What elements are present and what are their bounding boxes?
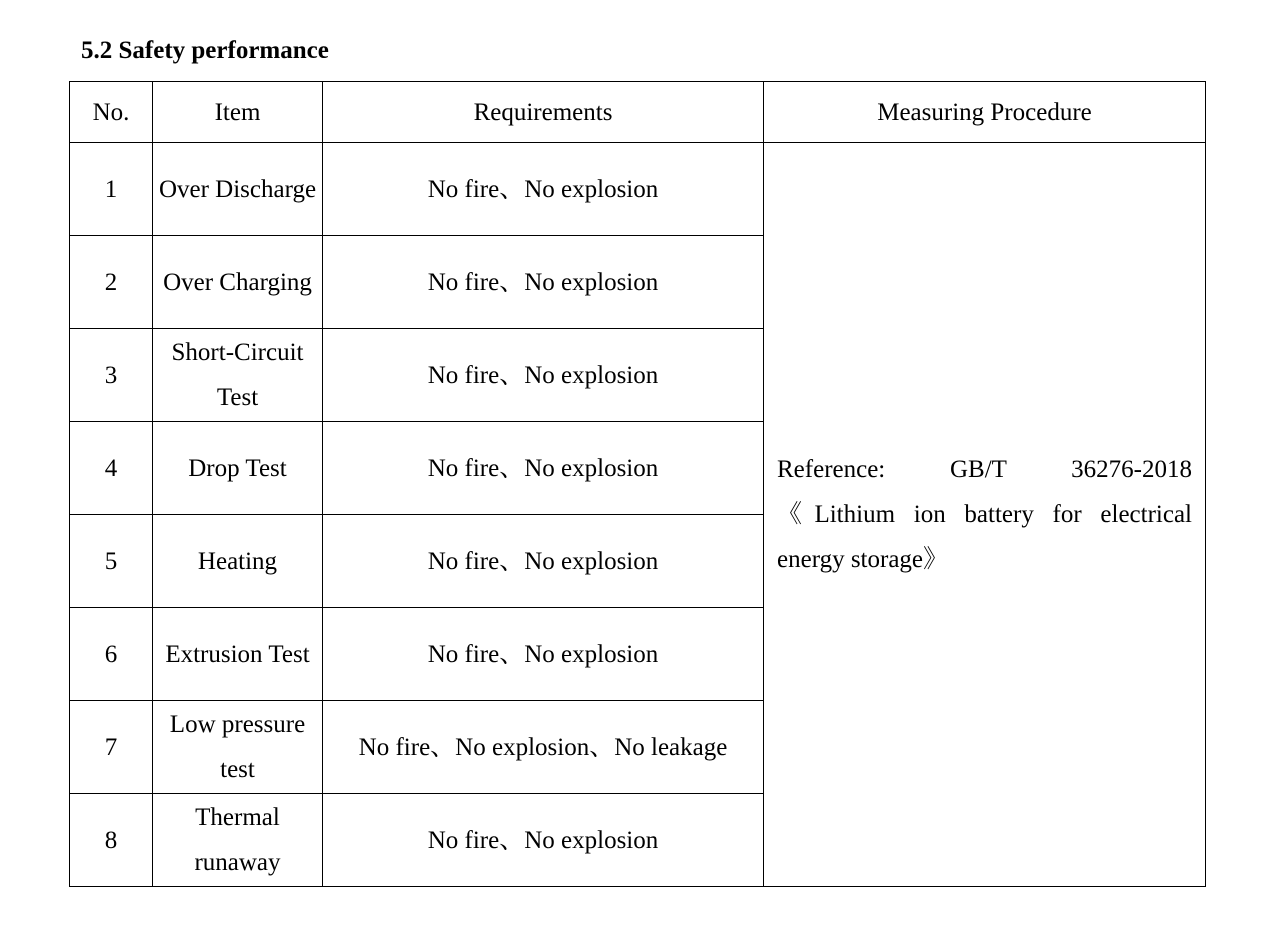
- requirement: No fire、No explosion: [323, 236, 764, 329]
- table-header-row: [70, 82, 1206, 143]
- requirement: No fire、No explosion: [323, 794, 764, 887]
- test-item: Extrusion Test: [153, 608, 323, 701]
- row-number: 8: [70, 794, 153, 887]
- table-row: [70, 143, 1206, 236]
- row-number: 1: [70, 143, 153, 236]
- requirement: No fire、No explosion、No leakage: [323, 701, 764, 794]
- procedure-standard-title-line: 《Lithium ion battery for electrical: [777, 501, 1192, 528]
- row-number: 7: [70, 701, 153, 794]
- requirement: No fire、No explosion: [323, 422, 764, 515]
- section-title: 5.2 Safety performance: [81, 37, 329, 64]
- test-item: Over Discharge: [153, 143, 323, 236]
- header-measuring-procedure: Measuring Procedure: [764, 82, 1206, 143]
- header-no: No.: [70, 82, 153, 143]
- test-item: Drop Test: [153, 422, 323, 515]
- header-requirements: Requirements: [323, 82, 764, 143]
- row-number: 4: [70, 422, 153, 515]
- measuring-procedure: [764, 143, 1206, 887]
- row-number: 3: [70, 329, 153, 422]
- test-item: Heating: [153, 515, 323, 608]
- test-item: Over Charging: [153, 236, 323, 329]
- test-item: Thermal runaway: [153, 794, 323, 887]
- row-number: 5: [70, 515, 153, 608]
- row-number: 2: [70, 236, 153, 329]
- test-item: Short-Circuit Test: [153, 329, 323, 422]
- test-item: Low pressure test: [153, 701, 323, 794]
- requirement: No fire、No explosion: [323, 143, 764, 236]
- requirement: No fire、No explosion: [323, 608, 764, 701]
- row-number: 6: [70, 608, 153, 701]
- procedure-reference-line: Reference: GB/T 36276-2018: [777, 456, 1192, 483]
- safety-performance-table: [69, 81, 1206, 887]
- requirement: No fire、No explosion: [323, 515, 764, 608]
- procedure-standard-title-end: energy storage》: [777, 546, 949, 573]
- requirement: No fire、No explosion: [323, 329, 764, 422]
- header-item: Item: [153, 82, 323, 143]
